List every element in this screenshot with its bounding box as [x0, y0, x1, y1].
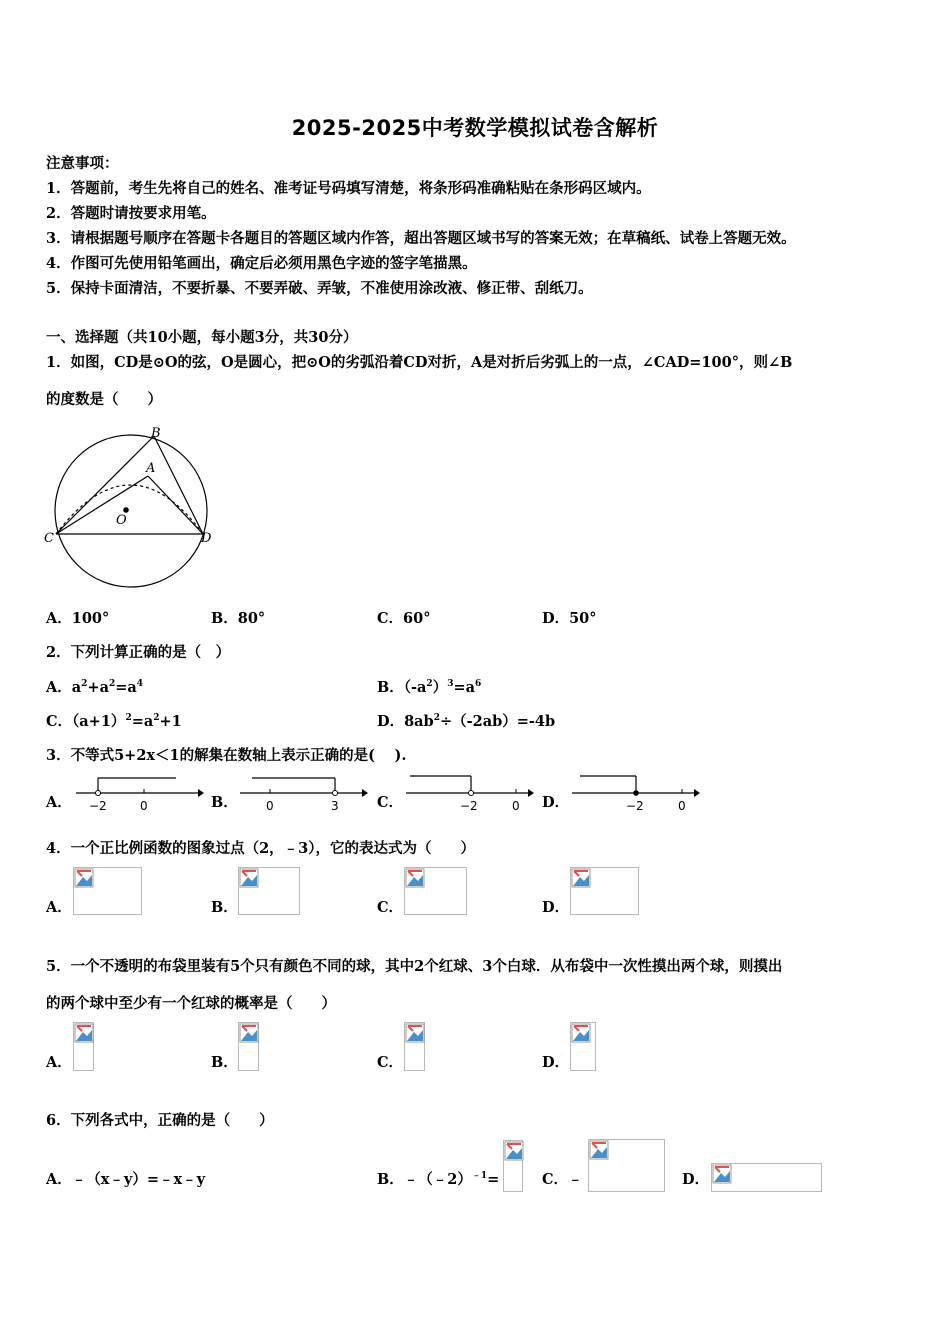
q2-option-a[interactable]: A．$a^2+a^2=a^4$	[46, 679, 144, 696]
q6-option-c[interactable]: C．﹣	[542, 1171, 583, 1188]
q3-option-b-label[interactable]: B．	[211, 794, 238, 811]
q5-option-d-label[interactable]: D．	[542, 1054, 570, 1071]
question-5-stem: 5．一个不透明的布袋里装有5个只有颜色不同的球，其中2个红球、3个白球．从布袋中一次性摸出两个球，则摸出	[46, 958, 783, 975]
q6-option-a[interactable]: A．﹣（x﹣y）=﹣x﹣y	[46, 1171, 206, 1188]
question-2-stem: 2．下列计算正确的是（ ）	[46, 644, 231, 661]
question-6-stem: 6．下列各式中，正确的是（ ）	[46, 1112, 274, 1129]
question-4-stem: 4．一个正比例函数的图象过点（2，﹣3），它的表达式为（ ）	[46, 840, 476, 857]
number-line-a	[74, 772, 204, 816]
q2-option-c[interactable]: C．$(a+1)^2=a^2+1$	[46, 713, 182, 730]
notice-item: 1．答题前，考生先将自己的姓名、准考证号码填写清楚，将条形码准确粘贴在条形码区域内。	[46, 180, 651, 197]
broken-image-icon	[570, 1022, 596, 1071]
broken-image-icon	[404, 1022, 425, 1071]
question-1-stem-cont: 的度数是（ ）	[46, 391, 162, 408]
label-B: B	[151, 426, 161, 441]
notice-heading: 注意事项：	[46, 155, 119, 172]
q1-option-c[interactable]: C．60°	[377, 610, 431, 627]
number-line-d	[570, 772, 700, 816]
q1-option-b[interactable]: B．80°	[211, 610, 266, 627]
question-1-stem: 1．如图，CD是⊙O的弦，O是圆心，把⊙O的劣弧沿着CD对折，A是对折后劣弧上的一点，∠CAD=100°，则∠B	[46, 354, 793, 371]
tick-label: 0	[512, 799, 520, 813]
notice-item: 2．答题时请按要求用笔。	[46, 205, 216, 222]
q5-option-a-label[interactable]: A．	[46, 1054, 72, 1071]
q4-option-a-label[interactable]: A．	[46, 899, 72, 916]
broken-image-icon	[404, 867, 467, 915]
question-5-stem-cont: 的两个球中至少有一个红球的概率是（ ）	[46, 995, 336, 1012]
q4-option-b-label[interactable]: B．	[211, 899, 238, 916]
q1-option-d[interactable]: D．50°	[542, 610, 597, 627]
broken-image-icon	[588, 1139, 665, 1192]
q5-option-b-label[interactable]: B．	[211, 1054, 238, 1071]
q4-option-c-label[interactable]: C．	[377, 899, 404, 916]
label-O: O	[116, 513, 127, 528]
label-D: D	[201, 531, 212, 546]
q6-option-b[interactable]: B．﹣（﹣2）$^{﹣1}$=	[377, 1171, 500, 1188]
circle-figure	[38, 420, 223, 592]
broken-image-icon	[238, 1022, 259, 1071]
broken-image-icon	[73, 867, 142, 915]
tick-label: −2	[460, 799, 478, 813]
q3-option-d-label[interactable]: D．	[542, 794, 570, 811]
label-C: C	[44, 531, 54, 546]
broken-image-icon	[711, 1163, 822, 1192]
tick-label: 0	[678, 799, 686, 813]
tick-label: 0	[266, 799, 274, 813]
tick-label: 0	[140, 799, 148, 813]
tick-label: −2	[89, 799, 107, 813]
broken-image-icon	[503, 1140, 523, 1192]
q1-option-a[interactable]: A．100°	[46, 610, 110, 627]
number-line-c	[404, 772, 534, 816]
question-3-stem: 3．不等式5+2x＜1的解集在数轴上表示正确的是( ).	[46, 747, 407, 764]
q3-option-a-label[interactable]: A．	[46, 794, 72, 811]
number-line-b	[238, 772, 368, 816]
tick-label: −2	[626, 799, 644, 813]
tick-label: 3	[331, 799, 339, 813]
notice-item: 5．保持卡面清洁，不要折暴、不要弄破、弄皱，不准使用涂改液、修正带、刮纸刀。	[46, 280, 593, 297]
notice-item: 3．请根据题号顺序在答题卡各题目的答题区域内作答，超出答题区域书写的答案无效；在草稿纸、试卷上答题无效。	[46, 230, 796, 247]
q2-option-d[interactable]: D．$8ab^2\div(-2ab)=-4b$	[377, 713, 556, 730]
broken-image-icon	[570, 867, 639, 915]
q2-option-b[interactable]: B．$(-a^2)^3=a^6$	[377, 679, 482, 696]
notice-item: 4．作图可先使用铅笔画出，确定后必须用黑色字迹的签字笔描黑。	[46, 255, 477, 272]
page-title: 2025-2025中考数学模拟试卷含解析	[291, 116, 659, 140]
section-heading: 一、选择题（共10小题，每小题3分，共30分）	[46, 329, 358, 346]
q5-option-c-label[interactable]: C．	[377, 1054, 404, 1071]
broken-image-icon	[73, 1022, 94, 1071]
label-A: A	[146, 461, 156, 476]
broken-image-icon	[238, 867, 300, 915]
q6-option-d[interactable]: D．	[682, 1171, 710, 1188]
q3-option-c-label[interactable]: C．	[377, 794, 404, 811]
q4-option-d-label[interactable]: D．	[542, 899, 570, 916]
